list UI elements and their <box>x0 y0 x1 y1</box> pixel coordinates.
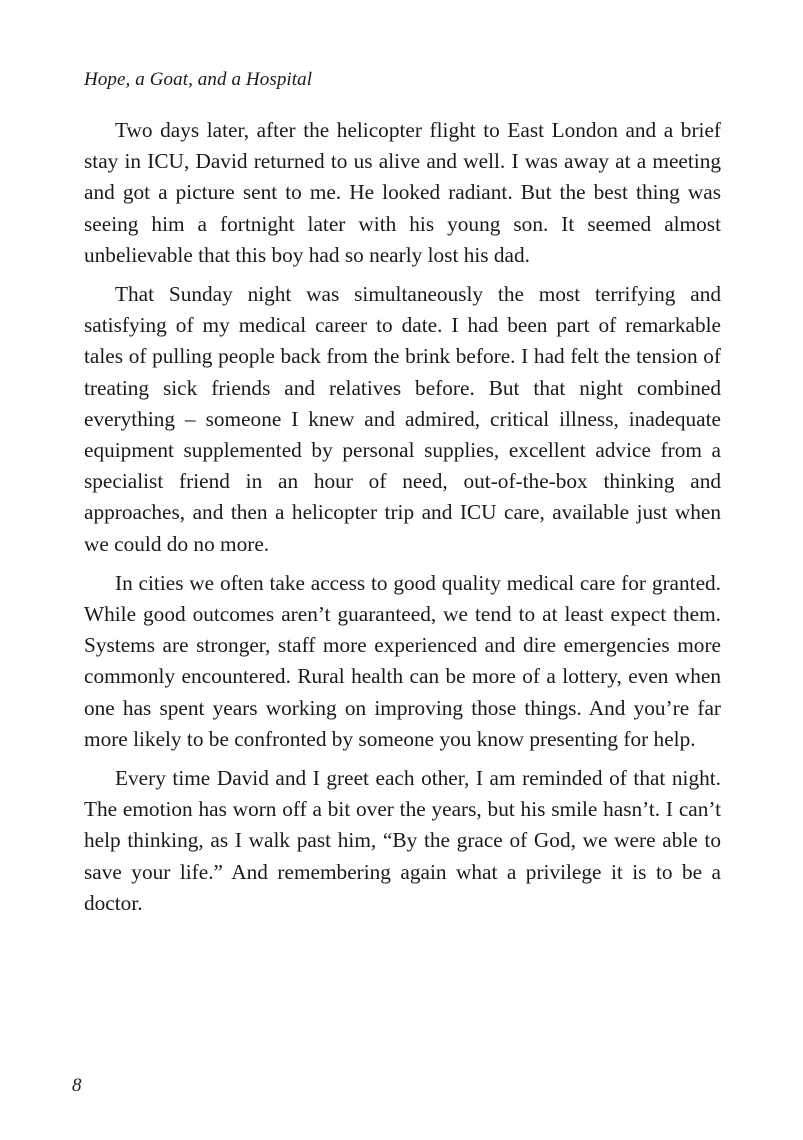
paragraph: Two days later, after the helicopter flight to East London and a brief stay in ICU, David returned to us alive and well. I was away at a meeting and got a picture sent to me. He looked radiant. But the best thing was seeing him a fortnight later with his young son. It seemed almost unbelievable that this boy had so nearly lost his dad. <box>84 118 721 267</box>
page-number: 8 <box>72 1075 82 1096</box>
paragraph: That Sunday night was simultaneously the most terrifying and satisfying of my medical career to date. I had been part of remarkable tales of pulling people back from the brink before. I had felt the tension of treating sick friends and relatives before. But that night combined everything – someone I knew and admired, critical illness, inadequate equipment supplemented by personal supplies, excellent advice from a specialist friend in an hour of need, out-of-the-box thinking and approaches, and then a helicopter trip and ICU care, available just when we could do no more. <box>84 282 721 556</box>
paragraph: Every time David and I greet each other, I am reminded of that night. The emotion has worn off a bit over the years, but his smile hasn’t. I can’t help thinking, as I walk past him, “By the grace of God, we were able to save your life.” And remembering again what a privilege it is to be a doctor. <box>84 766 721 915</box>
running-header: Hope, a Goat, and a Hospital <box>84 69 313 90</box>
paragraph: In cities we often take access to good quality medical care for granted. While good outcomes aren’t guaranteed, we tend to at least expect them. Systems are stronger, staff more experienced and dire emergencies more commonly encountered. Rural health can be more of a lottery, even when one has spent years working on improving those things. And you’re far more likely to be confronted by someone you know presenting for help. <box>84 570 721 751</box>
body-text <box>84 115 721 927</box>
